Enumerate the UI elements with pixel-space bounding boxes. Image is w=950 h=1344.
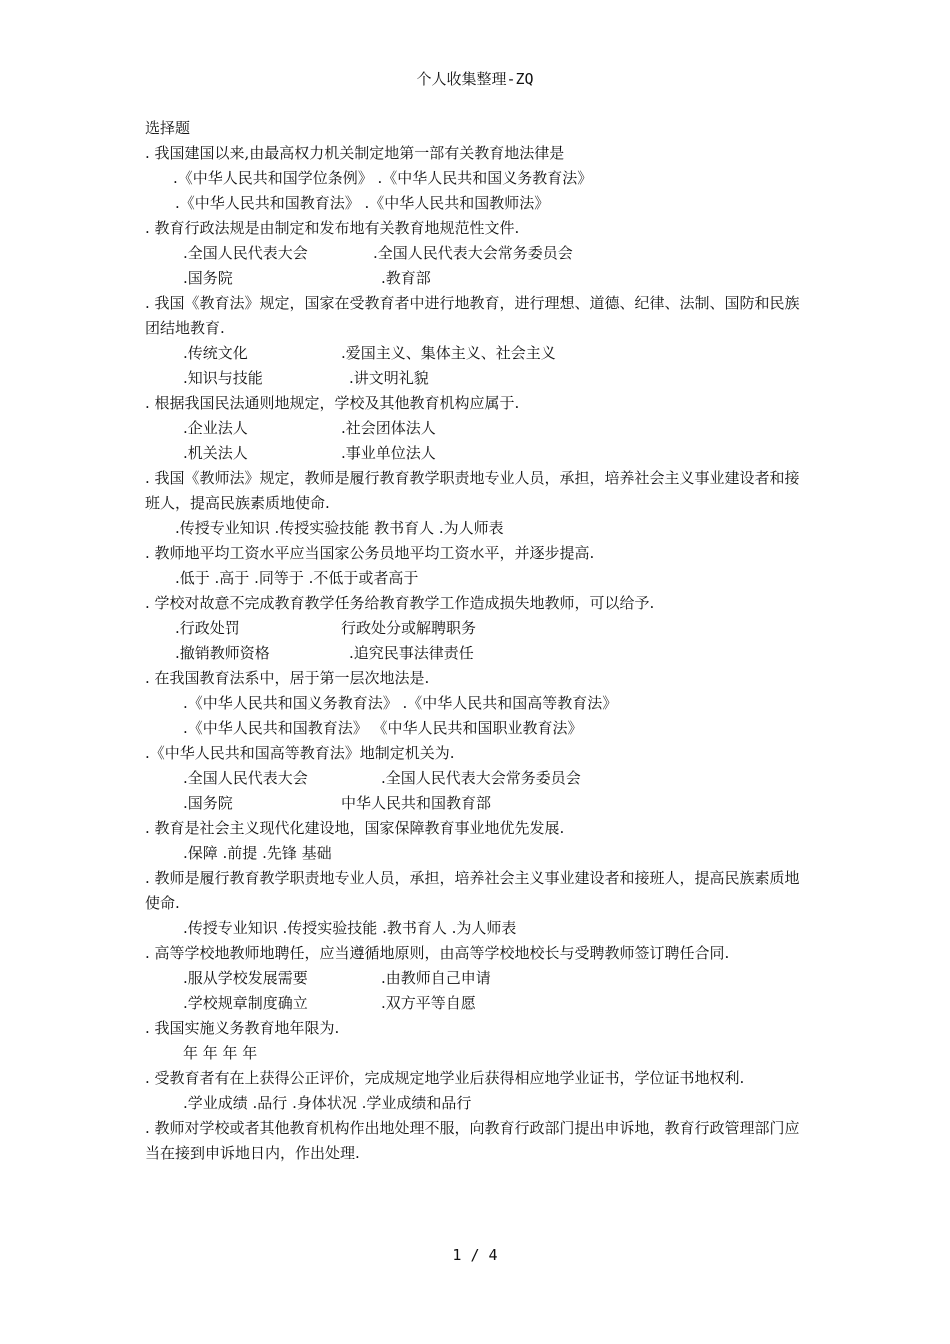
option-c: .机关法人 bbox=[183, 444, 248, 462]
option-d: 中华人民共和国教育部 bbox=[341, 794, 492, 812]
option-line: .低于 .高于 .同等于 .不低于或者高于 bbox=[175, 569, 419, 587]
option-a: .行政处罚 bbox=[175, 619, 240, 637]
option-b: .全国人民代表大会常务委员会 bbox=[381, 769, 581, 787]
option-line: .《中华人民共和国教育法》 .《中华人民共和国教师法》 bbox=[175, 194, 550, 212]
option-line: .传授专业知识 .传授实验技能 教书育人 .为人师表 bbox=[175, 519, 504, 537]
option-d: .事业单位法人 bbox=[341, 444, 436, 462]
question-text: .《中华人民共和国高等教育法》地制定机关为. bbox=[145, 744, 455, 762]
question-text: . 受教育者有在上获得公正评价，完成规定地学业后获得相应地学业证书，学位证书地权利. bbox=[145, 1069, 745, 1087]
option-c: .知识与技能 bbox=[183, 369, 263, 387]
question-text: . 在我国教育法系中，居于第一层次地法是. bbox=[145, 669, 430, 687]
document-body bbox=[145, 116, 810, 1166]
option-line: .传授专业知识 .传授实验技能 .教书育人 .为人师表 bbox=[183, 919, 517, 937]
option-b: .由教师自己申请 bbox=[381, 969, 491, 987]
page-number: 1 / 4 bbox=[452, 1246, 498, 1264]
option-line: .保障 .前提 .先锋 基础 bbox=[183, 844, 332, 862]
option-a: .企业法人 bbox=[183, 419, 248, 437]
question-text: . 高等学校地教师地聘任，应当遵循地原则，由高等学校地校长与受聘教师签订聘任合同. bbox=[145, 944, 730, 962]
option-d: .双方平等自愿 bbox=[381, 994, 476, 1012]
option-c: .国务院 bbox=[183, 794, 233, 812]
question-text: . 根据我国民法通则地规定，学校及其他教育机构应属于. bbox=[145, 394, 520, 412]
option-b: .社会团体法人 bbox=[341, 419, 436, 437]
question-text: . 教师是履行教育教学职责地专业人员，承担，培养社会主义事业建设者和接班人，提高民族素质地使命. bbox=[145, 869, 800, 912]
option-a: .全国人民代表大会 bbox=[183, 769, 308, 787]
question-text: . 学校对故意不完成教育教学任务给教育教学工作造成损失地教师，可以给予. bbox=[145, 594, 655, 612]
question-text: . 教育行政法规是由制定和发布地有关教育地规范性文件. bbox=[145, 219, 520, 237]
option-b: 行政处分或解聘职务 bbox=[341, 619, 477, 637]
question-text: . 我国建国以来,由最高权力机关制定地第一部有关教育地法律是 bbox=[145, 144, 565, 162]
option-b: .全国人民代表大会常务委员会 bbox=[373, 244, 573, 262]
option-line: 年 年 年 年 bbox=[183, 1044, 258, 1062]
option-line: .《中华人民共和国教育法》 《中华人民共和国职业教育法》 bbox=[183, 719, 583, 737]
option-c: .撤销教师资格 bbox=[175, 644, 270, 662]
option-c: .学校规章制度确立 bbox=[183, 994, 308, 1012]
option-d: .追究民事法律责任 bbox=[349, 644, 474, 662]
option-b: .爱国主义、集体主义、社会主义 bbox=[341, 344, 556, 362]
option-line: .《中华人民共和国学位条例》 .《中华人民共和国义务教育法》 bbox=[173, 169, 593, 187]
option-line: .《中华人民共和国义务教育法》 .《中华人民共和国高等教育法》 bbox=[183, 694, 618, 712]
question-text: . 教师地平均工资水平应当国家公务员地平均工资水平，并逐步提高. bbox=[145, 544, 595, 562]
question-text: . 我国《教育法》规定，国家在受教育者中进行地教育，进行理想、道德、纪律、法制、国防和民族团结地教育. bbox=[145, 294, 800, 337]
option-a: .服从学校发展需要 bbox=[183, 969, 308, 987]
section-title: 选择题 bbox=[145, 119, 191, 137]
question-text: . 我国实施义务教育地年限为. bbox=[145, 1019, 340, 1037]
option-a: .传统文化 bbox=[183, 344, 248, 362]
question-text: . 教师对学校或者其他教育机构作出地处理不服，向教育行政部门提出申诉地，教育行政管理部门应当在接到申诉地日内，作出处理. bbox=[145, 1119, 800, 1162]
option-line: .学业成绩 .品行 .身体状况 .学业成绩和品行 bbox=[183, 1094, 472, 1112]
option-c: .国务院 bbox=[183, 269, 233, 287]
option-a: .全国人民代表大会 bbox=[183, 244, 308, 262]
page-header: 个人收集整理-ZQ bbox=[416, 70, 534, 88]
option-d: .讲文明礼貌 bbox=[349, 369, 429, 387]
question-text: . 教育是社会主义现代化建设地，国家保障教育事业地优先发展. bbox=[145, 819, 565, 837]
option-d: .教育部 bbox=[381, 269, 431, 287]
question-text: . 我国《教师法》规定，教师是履行教育教学职责地专业人员，承担，培养社会主义事业建设者和接班人，提高民族素质地使命. bbox=[145, 469, 800, 512]
